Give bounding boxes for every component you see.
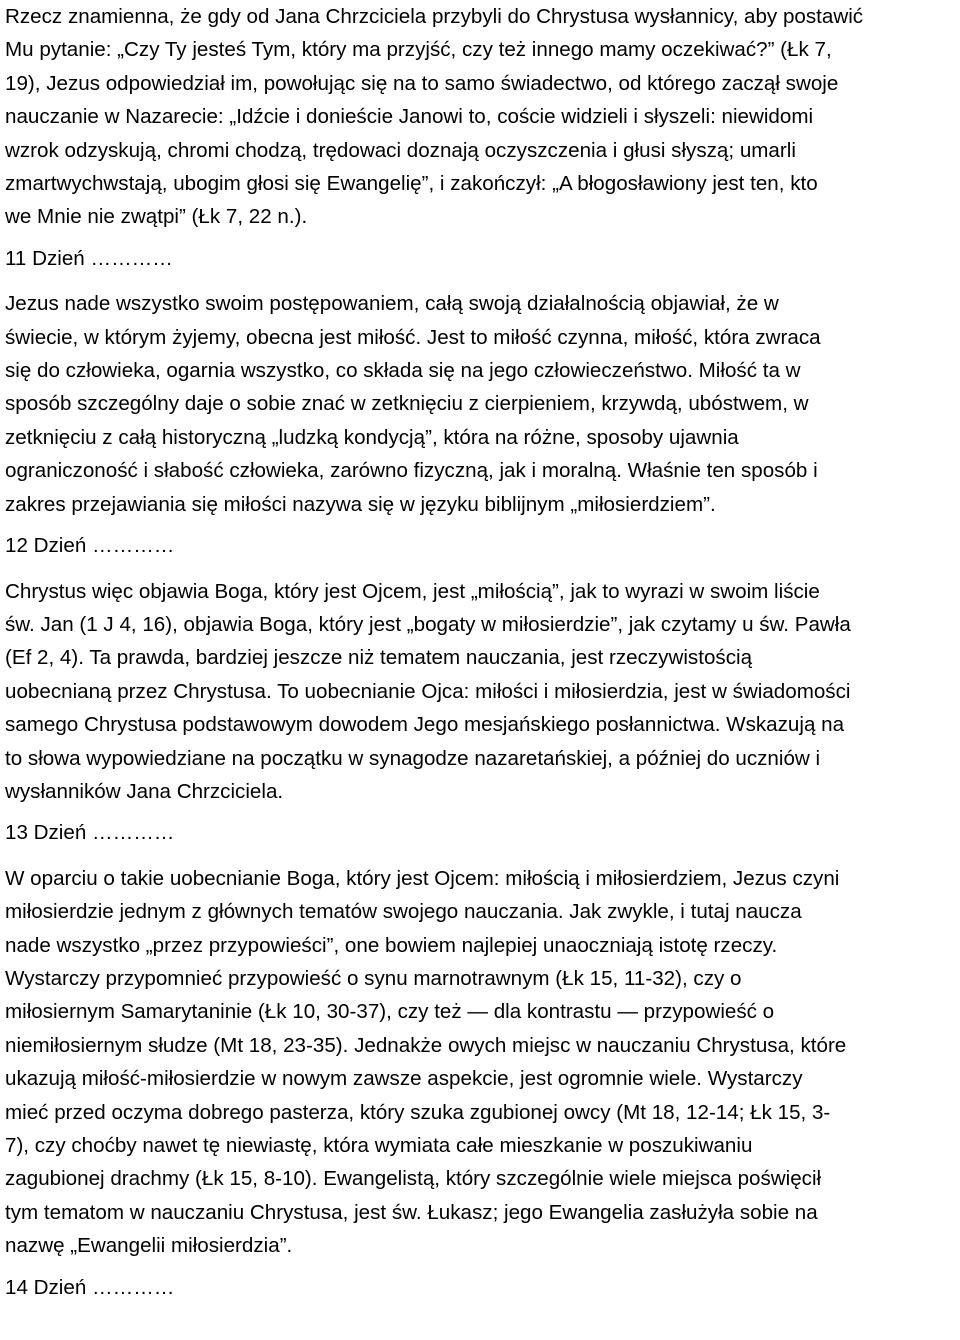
text-line: zmartwychwstają, ubogim głosi się Ewangelię”, i zakończył: „A błogosławiony jest ten, kto [5,172,818,196]
section-11-paragraph [5,287,955,521]
text-line: nauczanie w Nazarecie: „Idźcie i donieście Janowi to, coście widzieli i słyszeli: niewidomi [5,105,814,129]
text-line: uobecnianą przez Chrystusa. To uobecnianie Ojca: miłości i miłosierdzia, jest w świadomości [5,679,851,703]
text-line: W oparciu o takie uobecnianie Boga, który jest Ojcem: miłością i miłosierdziem, Jezus czyni [5,866,840,890]
text-line: się do człowieka, ogarnia wszystko, co składa się na jego człowieczeństwo. Miłość ta w [5,359,801,383]
text-line: to słowa wypowiedziane na początku w synagodze nazaretańskiej, a później do uczniów i [5,746,821,770]
text-line: 19), Jezus odpowiedział im, powołując się na to samo świadectwo, od którego zaczął swoje [5,71,839,95]
text-line: Rzecz znamienna, że gdy od Jana Chrzciciela przybyli do Chrystusa wysłannicy, aby postawić [5,5,864,28]
text-line: zakres przejawiania się miłości nazywa się w języku biblijnym „miłosierdziem”. [5,492,716,516]
text-line: tym tematom w nauczaniu Chrystusa, jest św. Łukasz; jego Ewangelia zasłużyła sobie na [5,1200,818,1224]
text-line: nazwę „Ewangelii miłosierdzia”. [5,1234,293,1258]
text-line: miłosierdzie jednym z głównych tematów swojego nauczania. Jak zwykle, i tutaj naucza [5,900,802,924]
section-heading-11: 11 Dzień ………… [5,246,173,270]
section-heading-13: 13 Dzień ………… [5,821,175,845]
text-line: ograniczoność i słabość człowieka, zarówno fizyczną, jak i moralną. Właśnie ten sposób i [5,459,818,483]
text-line: samego Chrystusa podstawowym dowodem Jego mesjańskiego posłannictwa. Wskazują na [5,713,845,737]
text-line: sposób szczególny daje o sobie znać w zetknięciu z cierpieniem, krzywdą, ubóstwem, w [5,392,809,416]
intro-paragraph [5,0,955,234]
text-line: zetknięciu z całą historyczną „ludzką kondycją”, która na różne, sposoby ujawnia [5,425,739,449]
text-line: 7), czy choćby nawet tę niewiastę, która wymiata całe mieszkanie w poszukiwaniu [5,1134,753,1157]
text-line: Mu pytanie: „Czy Ty jesteś Tym, który ma przyjść, czy też innego mamy oczekiwać?” (Łk 7, [5,38,832,62]
text-line: Chrystus więc objawia Boga, który jest Ojcem, jest „miłością”, jak to wyrazi w swoim liście [5,579,820,603]
text-line: ukazują miłość-miłosierdzie w nowym zawsze aspekcie, jest ogromnie wiele. Wystarczy [5,1067,803,1091]
document-page [5,0,955,1304]
section-13-paragraph [5,862,955,1263]
text-line: św. Jan (1 J 4, 16), objawia Boga, który jest „bogaty w miłosierdzie”, jak czytamy u św. Pawła [5,612,851,636]
text-line: mieć przed oczyma dobrego pasterza, który szuka zgubionej owcy (Mt 18, 12-14; Łk 15, 3- [5,1100,831,1124]
text-line: (Ef 2, 4). Ta prawda, bardziej jeszcze niż tematem nauczania, jest rzeczywistością [5,646,753,670]
text-line: miłosiernym Samarytaninie (Łk 10, 30-37), czy też — dla kontrastu — przypowieść o [5,1000,775,1024]
text-line: nade wszystko „przez przypowieści”, one bowiem najlepiej unaoczniają istotę rzeczy. [5,933,778,957]
section-heading-12: 12 Dzień ………… [5,534,175,558]
section-heading-14: 14 Dzień ………… [5,1275,175,1299]
section-12-paragraph [5,575,955,809]
text-line: we Mnie nie zwątpi” (Łk 7, 22 n.). [5,205,308,229]
text-line: Wystarczy przypomnieć przypowieść o synu marnotrawnym (Łk 15, 11-32), czy o [5,966,742,990]
text-line: świecie, w którym żyjemy, obecna jest miłość. Jest to miłość czynna, miłość, która zwraca [5,325,821,349]
text-line: wzrok odzyskują, chromi chodzą, trędowaci doznają oczyszczenia i głusi słyszą; umarli [5,138,796,162]
text-line: Jezus nade wszystko swoim postępowaniem, całą swoją działalnością objawiał, że w [5,292,779,316]
text-line: zagubionej drachmy (Łk 15, 8-10). Ewangelistą, który szczególnie wiele miejsca poświęcił [5,1167,822,1191]
text-line: wysłanników Jana Chrzciciela. [5,779,284,803]
text-line: niemiłosiernym słudze (Mt 18, 23-35). Jednakże owych miejsc w nauczaniu Chrystusa, które [5,1033,847,1057]
